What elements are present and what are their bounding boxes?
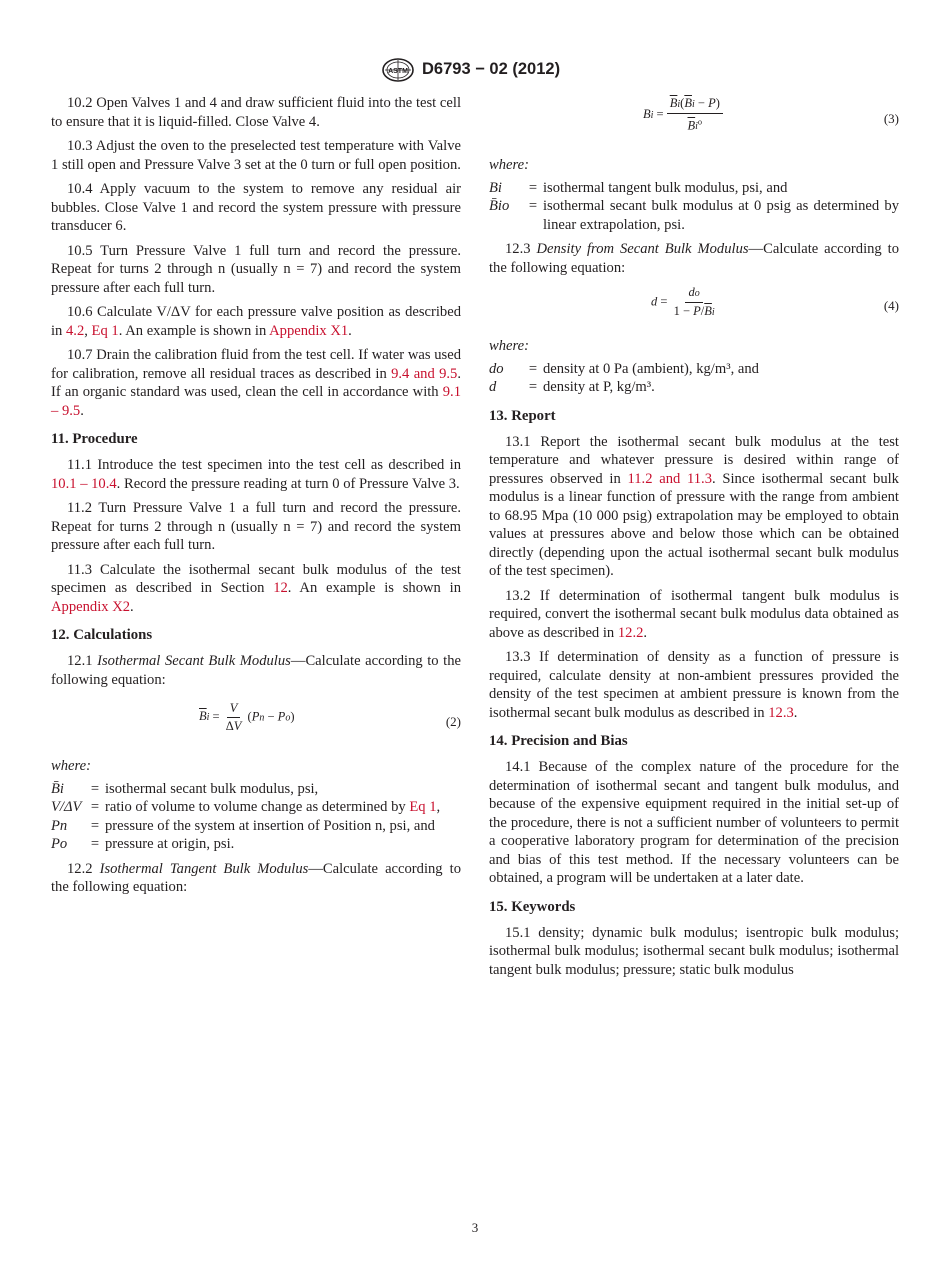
- astm-logo-icon: [381, 58, 415, 82]
- page-header: [0, 58, 950, 82]
- variable-equals: =: [528, 198, 538, 214]
- section-10-5: 10.5 Turn Pressure Valve 1 full turn and record the pressure. Repeat for turns 2 through n (usually n = 7) and record the system pressure after each full turn.: [51, 242, 461, 296]
- equation-3-formula: Bi = $\frac{\overline{B}i(\overline{B}i - P)}{\overline{B}i^o}$: [643, 96, 723, 134]
- section-10-7: 10.7 Drain the calibration fluid from the test cell. If water was used for calibration, remove all residual traces as described in 9.4 and 9.5. If an organic standard was used, clean the cell in accordance with 9.1 – 9.5.: [51, 347, 461, 419]
- variable-symbol: B̄io: [489, 198, 510, 214]
- equation-3-number: (3): [883, 111, 899, 126]
- equation-4-formula: d = $\frac{do}{1 - P/\overline{B}i}$: [651, 285, 715, 318]
- variable-symbol: Pn: [51, 817, 68, 834]
- equation-2-number: (2): [445, 714, 461, 729]
- section-15-1: 15.1 density; dynamic bulk modulus; isentropic bulk modulus; isothermal bulk modulus; isothermal secant bulk modulus; isothermal tangent bulk modulus; pressure; static bulk modulus: [489, 924, 899, 978]
- section-12-1: 12.1 Isothermal Secant Bulk Modulus—Calculate according to the following equation:: [51, 653, 462, 688]
- where-label: where:: [51, 758, 91, 774]
- variable-description: density at 0 Pa (ambient), kg/m³, and: [543, 360, 759, 377]
- svg-text:ASTM: ASTM: [388, 68, 408, 75]
- heading-precision-and-bias: 14. Precision and Bias: [489, 733, 628, 749]
- heading-report: 13. Report: [489, 407, 556, 424]
- variable-equals: =: [528, 179, 538, 196]
- section-13-1: 13.1 Report the isothermal secant bulk modulus at the test temperature and whatever pressure is desired within range of pressures observed in 11.2 and 11.3. Since isothermal secant bulk modulus is a linear function of pressure with the range from ambient to 68.95 Mpa (10 000 psig) extrapolation may be employed to obtain values at pressures above and below those which can be obtained directly (depending upon the actual isothermal secant bulk modulus of the test specimen).: [489, 433, 899, 579]
- section-14-1: 14.1 Because of the complex nature of the procedure for the determination of isothermal secant and tangent bulk modulus, and because of the expensive equipment required in the initial set-up of the procedure, there is not a sufficient number of volunteers to permit a cooperative laboratory program for determination of the precision and bias of this test method. If the necessary volunteers can be obtained, a program will be undertaken at a later date.: [489, 759, 899, 886]
- heading-keywords: 15. Keywords: [489, 898, 576, 915]
- section-11-3: 11.3 Calculate the isothermal secant bulk modulus of the test specimen as described in Section 12. An example is shown in Appendix X2.: [51, 561, 461, 615]
- section-13-3: 13.3 If determination of density as a function of pressure is required, calculate density at non-ambient pressures provided the density of the test specimen at ambient pressure is known from the isothermal secant bulk modulus as described in 12.3.: [489, 649, 899, 721]
- left-column: [51, 94, 461, 903]
- variable-equals: =: [90, 817, 100, 834]
- equation-2: [51, 695, 461, 751]
- section-13-2: 13.2 If determination of isothermal tangent bulk modulus is required, convert the isothermal secant bulk modulus data obtained as above as described in 12.2.: [489, 587, 899, 641]
- heading-calculations: 12. Calculations: [51, 627, 153, 643]
- section-10-3: 10.3 Adjust the oven to the preselected test temperature with Valve 1 still open and Pressure Valve 3 set at the 0 turn or full open position.: [51, 138, 461, 173]
- variable-symbol: do: [489, 360, 504, 377]
- variable-description: isothermal secant bulk modulus, psi,: [105, 780, 319, 797]
- variable-symbol: V/ΔV: [51, 799, 82, 815]
- equation-3: [489, 92, 899, 150]
- link-4-2[interactable]: 4.2: [66, 322, 85, 339]
- variable-symbol: Po: [51, 836, 68, 852]
- link-appendix-x2[interactable]: Appendix X2: [51, 598, 131, 615]
- where-label: where:: [489, 157, 529, 173]
- section-10-4: 10.4 Apply vacuum to the system to remove any residual air bubbles. Close Valve 1 and record the system pressure with pressure transducer 6.: [51, 181, 461, 234]
- link-9-1-9-5[interactable]: 9.1 – 9.5: [51, 384, 461, 419]
- page-number: 3: [471, 1220, 479, 1235]
- variable-symbol: Bi: [489, 179, 502, 196]
- variable-equals: =: [90, 780, 100, 797]
- link-10-1-10-4[interactable]: 10.1 – 10.4: [51, 475, 117, 492]
- variable-symbol: d: [489, 379, 497, 395]
- section-12-3: 12.3 Density from Secant Bulk Modulus—Calculate according to the following equation:: [489, 241, 899, 276]
- right-column: [489, 92, 899, 985]
- link-section-12[interactable]: 12: [273, 580, 288, 596]
- variable-equals: =: [528, 379, 538, 395]
- equation-2-variables: [51, 780, 461, 854]
- variable-equals: =: [528, 360, 538, 377]
- section-11-2: 11.2 Turn Pressure Valve 1 a full turn and record the pressure. Repeat for turns 2 through n (usually n = 7) and record the system pressure after each full turn.: [51, 500, 461, 553]
- equation-2-formula: $\overline{B}i$ = $\frac{V}{\Delta V}$ (Pn − Po): [199, 701, 295, 733]
- variable-description: density at P, kg/m³.: [543, 379, 655, 395]
- equation-4-variables: [489, 360, 899, 397]
- heading-procedure: 11. Procedure: [51, 431, 138, 447]
- link-9-4-and-9-5[interactable]: 9.4 and 9.5: [391, 365, 458, 382]
- equation-4: [489, 283, 899, 331]
- variable-description: ratio of volume to volume change as determined by Eq 1,: [105, 799, 441, 815]
- variable-description: pressure at origin, psi.: [105, 836, 235, 852]
- document-designation: D6793 − 02 (2012): [422, 60, 561, 78]
- equation-4-number: (4): [883, 298, 899, 313]
- variable-equals: =: [90, 799, 100, 815]
- variable-description: pressure of the system at insertion of Position n, psi, and: [105, 817, 435, 834]
- where-label: where:: [489, 338, 529, 354]
- link-11-2-and-11-3[interactable]: 11.2 and 11.3: [627, 470, 713, 487]
- variable-description: isothermal tangent bulk modulus, psi, and: [543, 179, 788, 196]
- link-eq-1[interactable]: Eq 1: [409, 799, 437, 815]
- section-10-2: 10.2 Open Valves 1 and 4 and draw sufficient fluid into the test cell to ensure that it is liquid-filled. Close Valve 4.: [51, 95, 461, 130]
- variable-equals: =: [90, 836, 100, 852]
- equation-3-variables: [489, 179, 899, 235]
- variable-description: isothermal secant bulk modulus at 0 psig as determined by linear extrapolation, psi.: [543, 198, 899, 233]
- link-12-3[interactable]: 12.3: [768, 704, 794, 721]
- section-11-1: 11.1 Introduce the test specimen into the test cell as described in 10.1 – 10.4. Record the pressure reading at turn 0 of Pressure Valve 3.: [51, 457, 461, 492]
- variable-symbol: B̄i: [51, 780, 64, 797]
- section-10-6: 10.6 Calculate V/ΔV for each pressure valve position as described in 4.2, Eq 1. An example is shown in Appendix X1.: [51, 304, 461, 339]
- link-eq-1[interactable]: Eq 1: [91, 322, 119, 339]
- link-12-2[interactable]: 12.2: [617, 624, 644, 641]
- section-12-2: 12.2 Isothermal Tangent Bulk Modulus—Calculate according to the following equation:: [51, 860, 462, 895]
- link-appendix-x1[interactable]: Appendix X1: [269, 322, 349, 339]
